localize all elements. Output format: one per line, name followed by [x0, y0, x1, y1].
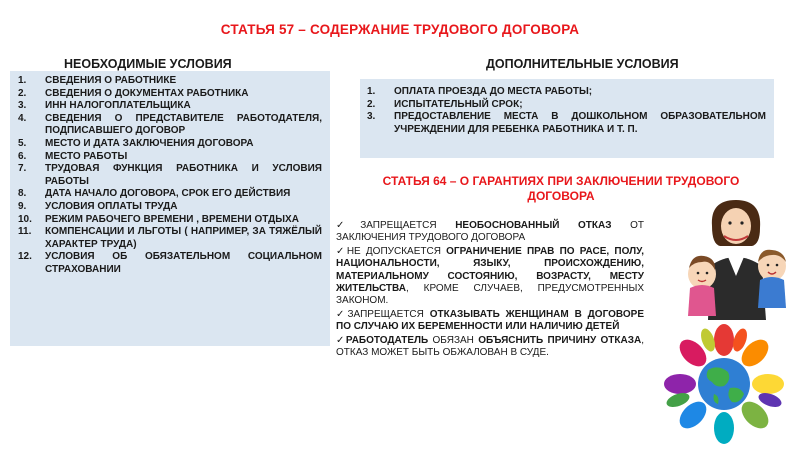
page-title: СТАТЬЯ 57 – СОДЕРЖАНИЕ ТРУДОВОГО ДОГОВОРА	[220, 22, 580, 37]
list-item: 5. МЕСТО И ДАТА ЗАКЛЮЧЕНИЯ ДОГОВОРА	[18, 137, 254, 149]
necessary-conditions-box	[10, 71, 330, 346]
list-item: 2. СВЕДЕНИЯ О ДОКУМЕНТАХ РАБОТНИКА	[18, 87, 249, 99]
mother-with-children-illustration	[680, 196, 790, 320]
globe-with-colorful-hands-illustration	[660, 322, 788, 446]
necessary-heading: НЕОБХОДИМЫЕ УСЛОВИЯ	[64, 57, 232, 71]
list-item: ✓НЕ ДОПУСКАЕТСЯ ОГРАНИЧЕНИЕ ПРАВ ПО РАСЕ, ПОЛУ, НАЦИОНАЛЬНОСТИ, ЯЗЫКУ, ПРОИСХОЖДЕНИЮ, МАТЕРИАЛЬНОМУ СОСТОЯНИЮ, ВОЗРАСТУ, МЕСТУ ЖИТЕЛЬСТВА, КРОМЕ СЛУЧАЕВ, ПРЕДУСМОТРЕННЫХ ЗАКОНОМ.	[336, 245, 645, 307]
list-item: ✓ЗАПРЕЩАЕТСЯ ОТКАЗЫВАТЬ ЖЕНЩИНАМ В ДОГОВОРЕ ПО СЛУЧАЮ ИХ БЕРЕМЕННОСТИ ИЛИ НАЛИЧИЮ ДЕТЕЙ	[336, 308, 644, 333]
list-item: 8. ДАТА НАЧАЛО ДОГОВОРА, СРОК ЕГО ДЕЙСТВИЯ	[18, 188, 291, 200]
list-item: 1. ОПЛАТА ПРОЕЗДА ДО МЕСТА РАБОТЫ;	[367, 86, 593, 97]
check-bullet-icon: ✓	[336, 308, 348, 320]
necessary-list	[10, 71, 330, 277]
list-item: 3. ПРЕДОСТАВЛЕНИЕ МЕСТА В ДОШКОЛЬНОМ ОБРАЗОВАТЕЛЬНОМ УЧРЕЖДЕНИИ ДЛЯ РЕБЕНКА РАБОТНИКА И Т. П.	[367, 111, 766, 135]
list-item: 7. ТРУДОВАЯ ФУНКЦИЯ РАБОТНИКА И УСЛОВИЯ РАБОТЫ	[18, 163, 322, 187]
list-item: 9. УСЛОВИЯ ОПЛАТЫ ТРУДА	[18, 200, 178, 212]
list-item: 4. СВЕДЕНИЯ О ПРЕДСТАВИТЕЛЕ РАБОТОДАТЕЛЯ, ПОДПИСАВШЕГО ДОГОВОР	[18, 112, 322, 137]
list-item: 1. СВЕДЕНИЯ О РАБОТНИКЕ	[18, 75, 177, 86]
list-item: 6. МЕСТО РАБОТЫ	[18, 150, 128, 162]
check-bullet-icon: ✓	[336, 245, 347, 257]
additional-heading: ДОПОЛНИТЕЛЬНЫЕ УСЛОВИЯ	[486, 57, 679, 71]
guarantees-list	[336, 220, 644, 360]
article-64-title: СТАТЬЯ 64 – О ГАРАНТИЯХ ПРИ ЗАКЛЮЧЕНИИ ТРУДОВОГО ДОГОВОРА	[382, 174, 740, 203]
list-item: 3. ИНН НАЛОГОПЛАТЕЛЬЩИКА	[18, 100, 191, 112]
list-item: ✓ЗАПРЕЩАЕТСЯ НЕОБОСНОВАННЫЙ ОТКАЗ ОТ ЗАКЛЮЧЕНИЯ ТРУДОВОГО ДОГОВОРА	[336, 220, 645, 244]
list-item: ✓РАБОТОДАТЕЛЬ ОБЯЗАН ОБЪЯСНИТЬ ПРИЧИНУ ОТКАЗА, ОТКАЗ МОЖЕТ БЫТЬ ОБЖАЛОВАН В СУДЕ.	[336, 334, 644, 359]
list-item: 10. РЕЖИМ РАБОЧЕГО ВРЕМЕНИ , ВРЕМЕНИ ОТДЫХА	[18, 213, 299, 225]
additional-list	[360, 79, 774, 136]
list-item: 12. УСЛОВИЯ ОБ ОБЯЗАТЕЛЬНОМ СОЦИАЛЬНОМ СТРАХОВАНИИ	[18, 251, 322, 275]
check-bullet-icon: ✓	[336, 334, 346, 346]
check-bullet-icon: ✓	[336, 220, 361, 231]
list-item: 2. ИСПЫТАТЕЛЬНЫЙ СРОК;	[367, 98, 523, 110]
additional-conditions-box	[360, 79, 774, 158]
list-item: 11. КОМПЕНСАЦИИ И ЛЬГОТЫ ( НАПРИМЕР, ЗА ТЯЖЁЛЫЙ ХАРАКТЕР ТРУДА)	[18, 226, 322, 250]
